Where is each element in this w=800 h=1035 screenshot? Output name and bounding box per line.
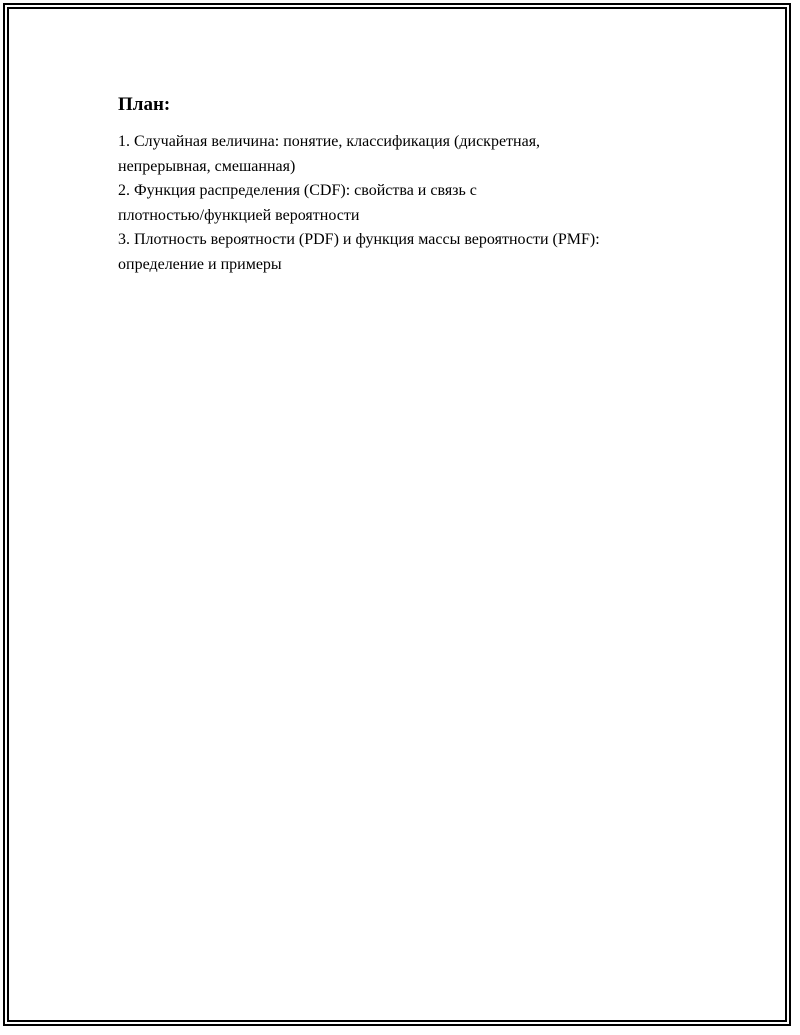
plan-item-2-line-1: 2. Функция распределения (CDF): свойства и связь с: [118, 182, 477, 199]
plan-item-3-line-1: 3. Плотность вероятности (PDF) и функция массы вероятности (PMF):: [118, 231, 600, 248]
plan-list: [118, 130, 698, 277]
plan-item-1-line-1: 1. Случайная величина: понятие, классификация (дискретная,: [118, 133, 541, 150]
plan-item-3: [118, 228, 698, 277]
plan-item-1-line-2: непрерывная, смешанная): [118, 157, 296, 175]
plan-item-2: [118, 179, 698, 228]
plan-item-3-line-2: определение и примеры: [118, 255, 282, 273]
plan-item-2-line-2: плотностью/функцией вероятности: [118, 206, 360, 224]
document-body: [118, 92, 698, 277]
plan-item-1: [118, 130, 698, 179]
plan-heading: План:: [118, 94, 171, 115]
